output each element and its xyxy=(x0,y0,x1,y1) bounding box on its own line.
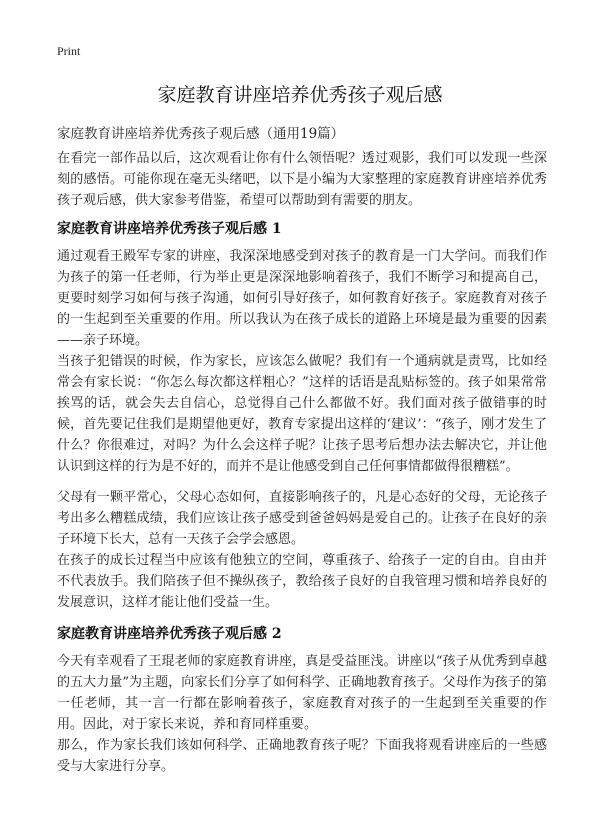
section-heading-2: 家庭教育讲座培养优秀孩子观后感 2 xyxy=(57,626,282,642)
section-1-paragraph-2: 当孩子犯错误的时候，作为家长，应该怎么做呢？我们有一个通病就是责骂，比如经常会有家长说：“你怎么每次都这样粗心？”这样的话语是乱贴标签的。孩子如果常常挨骂的话，就会失去自信心，总觉得自己什么都做不好。我们面对孩子做错事的时候，首先要记住我们是期望他更好，教育专家提出这样的‘建议’：“孩子，刚才发生了什么？你很难过，对吗？为什么会这样子呢？让孩子思考后想办法去解决它，并让他认识到这样的行为是不好的，而并不是让他感受到自己任何事情都做得很糟糕”。 xyxy=(57,354,547,474)
section-1-paragraph-4: 在孩子的成长过程当中应该有他独立的空间，尊重孩子、给孩子一定的自由。自由并不代表放手。我们陪孩子但不操纵孩子，教给孩子良好的自我管理习惯和培养良好的发展意识，这样才能让他们受益一生。 xyxy=(57,553,547,610)
section-2-paragraph-1: 今天有幸观看了王琨老师的家庭教育讲座，真是受益匪浅。讲座以“孩子从优秀到卓越的五大力量”为主题，向家长们分享了如何科学、正确地教育孩子。父母作为孩子的第一任老师，其一言一行都在影响着孩子，家庭教育对孩子的一生起到至关重要的作用。因此，对于家长来说，养和育同样重要。 xyxy=(57,654,547,732)
section-2-paragraph-2: 那么，作为家长我们该如何科学、正确地教育孩子呢？下面我将观看讲座后的一些感受与大家进行分享。 xyxy=(57,738,547,774)
section-1-paragraph-3: 父母有一颗平常心，父母心态如何，直接影响孩子的，凡是心态好的父母，无论孩子考出多么糟糕成绩，我们应该让孩子感受到爸爸妈妈是爱自己的。让孩子在良好的亲子环境下长大，总有一天孩子会学会感恩。 xyxy=(57,490,547,547)
section-1-paragraph-1: 通过观看王殿军专家的讲座，我深深地感受到对孩子的教育是一门大学问。而我们作为孩子的第一任老师，行为举止更是深深地影响着孩子，我们不断学习和提高自己，更要时刻学习如何与孩子沟通，如何引导好孩子，如何教育好孩子。家庭教育对孩子的一生起到至关重要的作用。所以我认为在孩子成长的道路上环境是最为重要的因素——亲子环境。 xyxy=(57,249,547,348)
intro-paragraph: 在看完一部作品以后，这次观看让你有什么领悟呢？透过观影，我们可以发现一些深刻的感悟。可能你现在毫无头绪吧，以下是小编为大家整理的家庭教育讲座培养优秀孩子观后感，供大家参考借鉴，希望可以帮助到有需要的朋友。 xyxy=(57,151,547,208)
section-heading-1: 家庭教育讲座培养优秀孩子观后感 1 xyxy=(57,221,282,237)
print-link[interactable]: Print xyxy=(57,44,81,58)
page-title: 家庭教育讲座培养优秀孩子观后感 xyxy=(157,84,443,106)
subtitle: 家庭教育讲座培养优秀孩子观后感（通用19篇） xyxy=(57,126,345,142)
